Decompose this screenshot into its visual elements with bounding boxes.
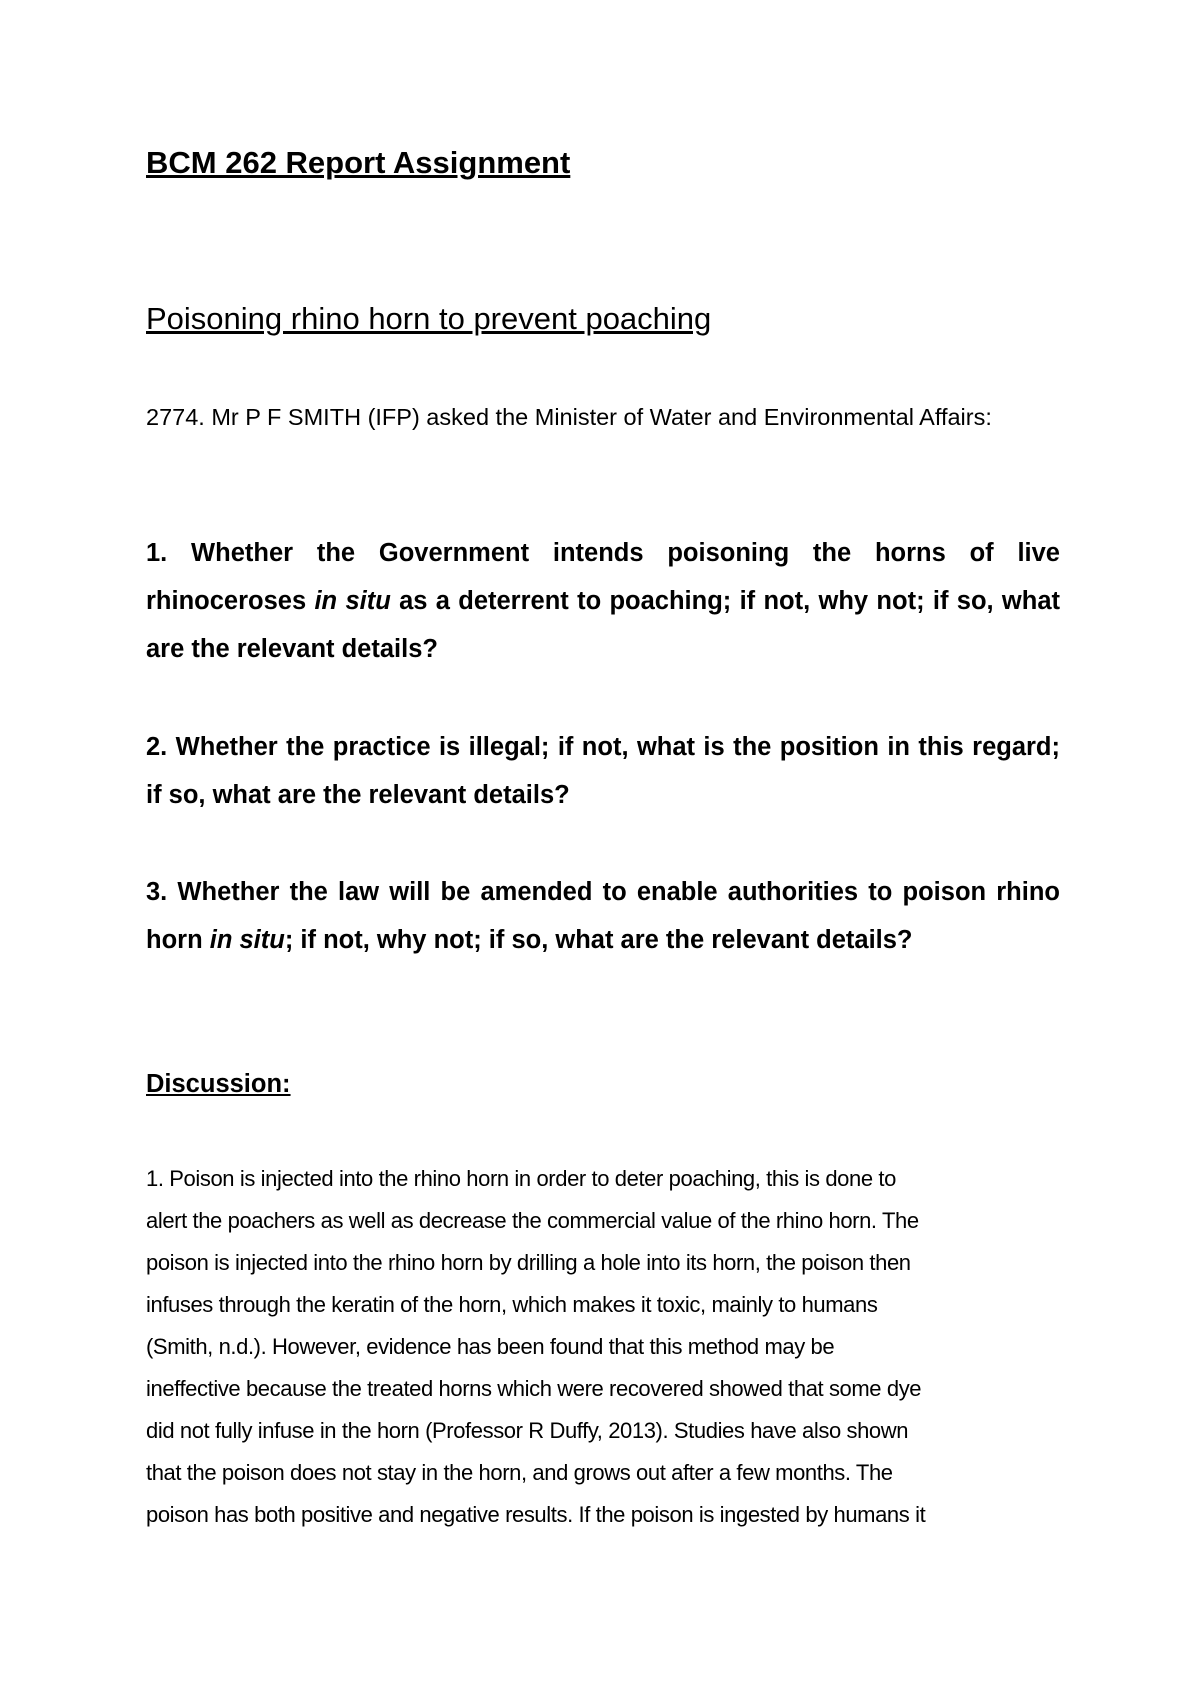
- discussion-line: poison is injected into the rhino horn by drilling a hole into its horn, the poison then: [146, 1250, 911, 1275]
- discussion-heading: Discussion:: [146, 1070, 291, 1098]
- discussion-line: that the poison does not stay in the horn, and grows out after a few months. The: [146, 1460, 893, 1485]
- question-1-text-before: 1. Whether the Government intends poisoning the horns of live rhinoceroses: [146, 539, 1060, 615]
- question-3: [146, 868, 1060, 964]
- question-3-italic: in situ: [209, 926, 285, 954]
- question-3-text-before: 3. Whether the law will be amended to enable authorities to poison rhino horn: [146, 878, 1060, 954]
- question-1: [146, 529, 1060, 673]
- question-1-italic: in situ: [314, 587, 391, 615]
- discussion-line: poison has both positive and negative results. If the poison is ingested by humans it: [146, 1502, 926, 1527]
- discussion-line: (Smith, n.d.). However, evidence has been found that this method may be: [146, 1334, 835, 1359]
- discussion-line: 1. Poison is injected into the rhino horn in order to deter poaching, this is done to: [146, 1166, 896, 1191]
- discussion-line: alert the poachers as well as decrease the commercial value of the rhino horn. The: [146, 1208, 919, 1233]
- question-3-text-after: ; if not, why not; if so, what are the relevant details?: [284, 926, 913, 954]
- question-1-text-after: as a deterrent to poaching; if not, why not; if so, what are the relevant details?: [146, 587, 1060, 663]
- discussion-line: infuses through the keratin of the horn, which makes it toxic, mainly to humans: [146, 1292, 878, 1317]
- discussion-line: did not fully infuse in the horn (Professor R Duffy, 2013). Studies have also shown: [146, 1418, 909, 1443]
- document-subtitle: Poisoning rhino horn to prevent poaching: [146, 301, 712, 336]
- document-title: BCM 262 Report Assignment: [146, 145, 571, 180]
- discussion-paragraph: [146, 1158, 1060, 1536]
- question-intro: 2774. Mr P F SMITH (IFP) asked the Minister of Water and Environmental Affairs:: [146, 404, 992, 430]
- discussion-line: ineffective because the treated horns which were recovered showed that some dye: [146, 1376, 922, 1401]
- question-2: 2. Whether the practice is illegal; if not, what is the position in this regard; if so, what are the relevant details?: [146, 733, 1060, 809]
